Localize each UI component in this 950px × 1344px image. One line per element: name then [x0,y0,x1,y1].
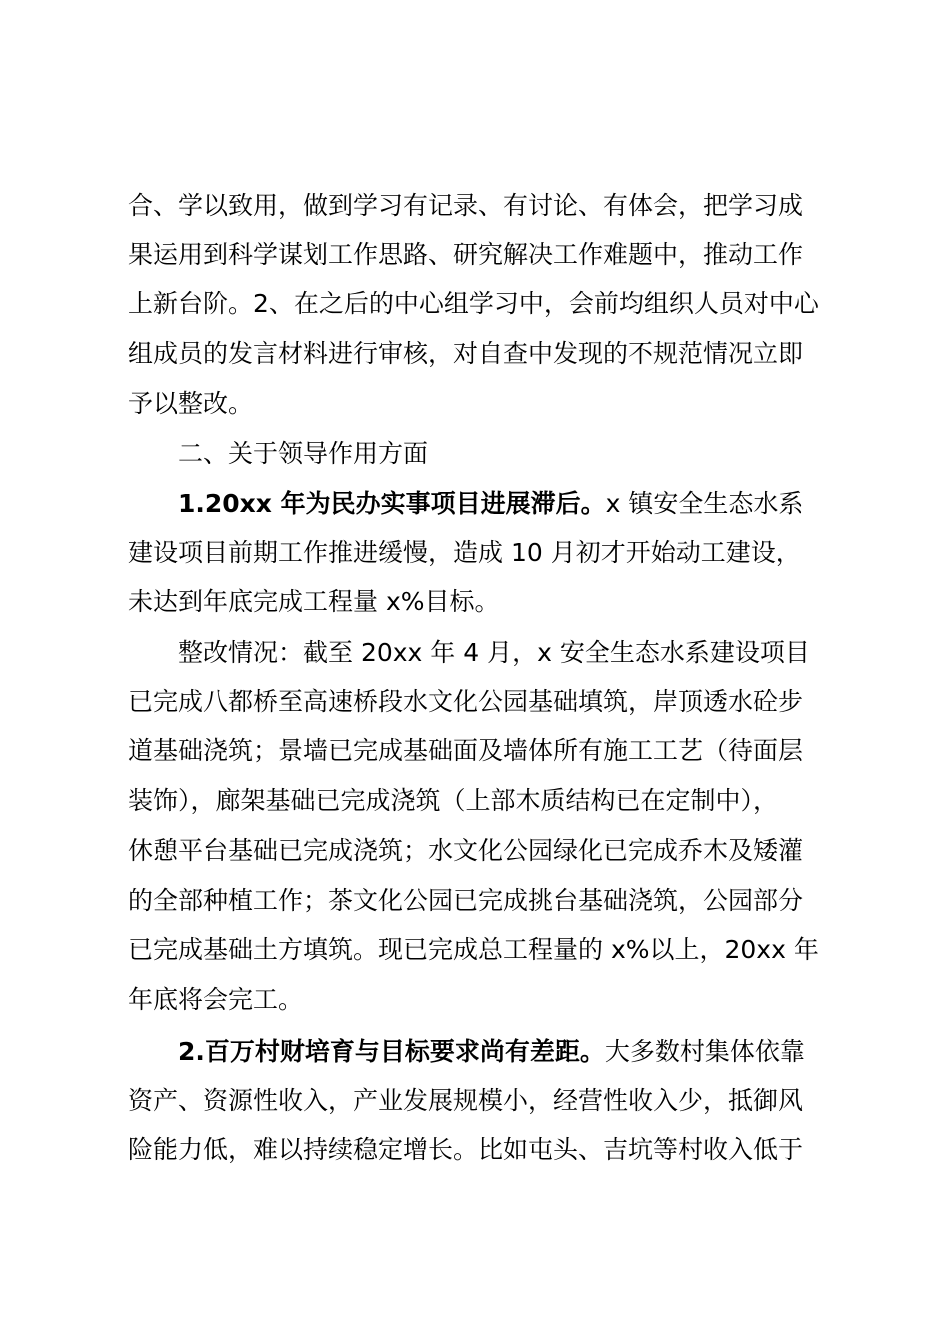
text-line: 上新台阶。2、在之后的中心组学习中，会前均组织人员对中心 [128,289,819,318]
item-2-lead [178,1032,838,1072]
rectification-lead: 整改情况：截至 20xx 年 4 月，x 安全生态水系建设项目 [178,638,810,667]
text-line: 组成员的发言材料进行审核，对自查中发现的不规范情况立即 [128,339,804,368]
text-line: 险能力低，难以持续稳定增长。比如屯头、吉坑等村收入低于 [128,1135,804,1164]
text-line: 果运用到科学谋划工作思路、研究解决工作难题中，推动工作 [128,240,804,269]
text-line: 大多数村集体依靠 [604,1037,805,1066]
text-line: 年底将会完工。 [128,985,304,1014]
text-line: 已完成基础土方填筑。现已完成总工程量的 x%以上，20xx 年 [128,935,819,964]
item-1-lead [178,484,838,524]
text-line: 予以整改。 [128,389,254,418]
item-1-title: 1.20xx 年为民办实事项目进展滞后。 [178,489,606,518]
text-line: 已完成八都桥至高速桥段水文化公园基础填筑，岸顶透水砼步 [128,687,804,716]
text-line: 的全部种植工作；茶文化公园已完成挑台基础浇筑，公园部分 [128,886,804,915]
text-line: 装饰），廊架基础已完成浇筑（上部木质结构已在定制中）， [128,786,779,815]
text-line: 合、学以致用，做到学习有记录、有讨论、有体会，把学习成 [128,191,804,220]
section-heading: 二、关于领导作用方面 [178,439,429,468]
text-line: 休憩平台基础已完成浇筑；水文化公园绿化已完成乔木及矮灌 [128,836,804,865]
text-line: 道基础浇筑；景墙已完成基础面及墙体所有施工工艺（待面层 [128,736,804,765]
text-line: x 镇安全生态水系 [605,489,804,518]
text-line: 未达到年底完成工程量 x%目标。 [128,587,500,616]
text-line: 资产、资源性收入，产业发展规模小，经营性收入少，抵御风 [128,1086,804,1115]
item-2-title: 2.百万村财培育与目标要求尚有差距。 [178,1037,605,1066]
text-line: 建设项目前期工作推进缓慢，造成 10 月初才开始动工建设， [128,538,801,567]
